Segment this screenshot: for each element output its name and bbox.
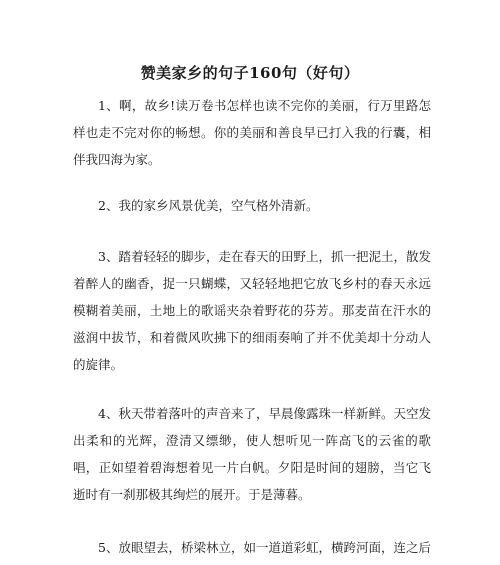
paragraph-3: 3、踏着轻轻的脚步，走在春天的田野上，抓一把泥土，散发着醉人的幽香，捉一只蝴蝶，又轻轻地把它放飞乡村的春天永远模糊着美丽，土地上的歌谣夹杂着野花的芬芳。那麦苗在汗水的滋润中拔节，和着微风吹拂下的细雨奏响了并不优美却十分动人的旋律。 bbox=[73, 249, 431, 372]
paragraph-5: 5、放眼望去，桥梁林立，如一道道彩虹，横跨河面，连之后 bbox=[98, 540, 431, 555]
document-title: 赞美家乡的句子160句（好句） bbox=[140, 64, 360, 82]
paragraph-1: 1、啊，故乡!读万卷书怎样也读不完你的美丽，行万里路怎样也走不完对你的畅想。你的美丽和善良早已打入我的行囊，相伴我四海为家。 bbox=[73, 98, 431, 167]
paragraph-2: 2、我的家乡风景优美，空气格外清新。 bbox=[98, 198, 319, 213]
paragraph-4: 4、秋天带着落叶的声音来了，早晨像露珠一样新鲜。天空发出柔和的光辉，澄清又缥缈，使人想听见一阵高飞的云雀的歌唱，正如望着碧海想着见一片白帆。夕阳是时间的翅膀，当它飞逝时有一刹那极其绚烂的展开。于是薄暮。 bbox=[73, 406, 431, 502]
